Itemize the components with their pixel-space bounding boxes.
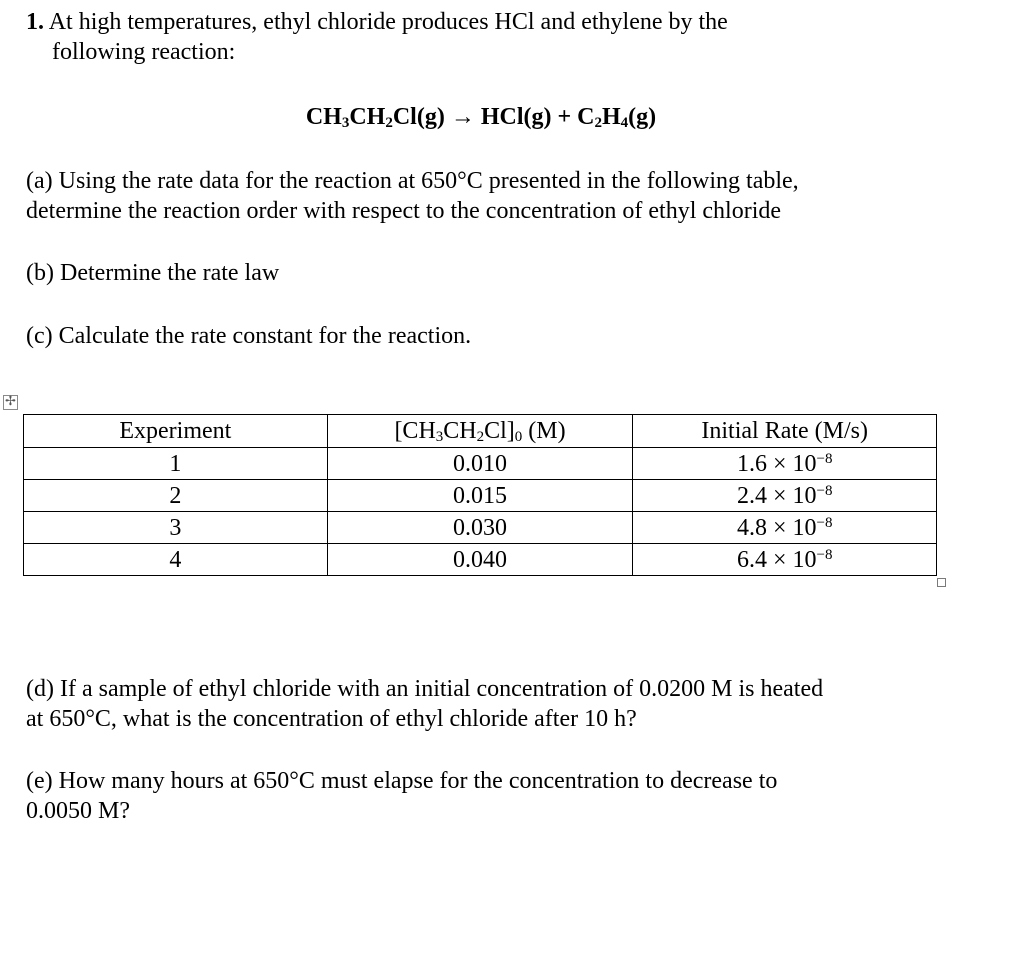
header-concentration [327, 415, 633, 448]
rate-exponent: −8 [816, 546, 833, 563]
question-intro-line2: following reaction: [52, 39, 236, 65]
cell-experiment: 4 [24, 544, 328, 576]
rate-mantissa: 4.8 × 10 [736, 514, 817, 541]
header-conc-text: [CH [394, 418, 436, 444]
cell-concentration: 0.015 [327, 480, 633, 512]
cell-rate [633, 448, 937, 480]
move-cross-icon: ✢ [5, 394, 16, 409]
rate-data-table [23, 414, 937, 576]
eq-plus: + [557, 104, 572, 130]
part-d [26, 674, 986, 734]
part-a-line2: determine the reaction order with respect to the concentration of ethyl chloride [26, 198, 782, 224]
eq-sub: 2 [385, 115, 393, 131]
header-conc-unit: (M) [522, 418, 566, 444]
part-d-line1: (d) If a sample of ethyl chloride with an initial concentration of 0.0200 M is heated [26, 676, 824, 702]
part-a-line1: (a) Using the rate data for the reaction at 650°C presented in the following table, [26, 168, 799, 194]
header-initial-rate: Initial Rate (M/s) [633, 415, 937, 448]
part-b: (b) Determine the rate law [26, 260, 280, 286]
part-e [26, 766, 986, 826]
question-intro [26, 7, 986, 67]
rate-mantissa: 1.6 × 10 [736, 450, 817, 477]
question-intro-line1: At high temperatures, ethyl chloride produces HCl and ethylene by the [48, 9, 728, 35]
eq-product-state: (g) [628, 104, 657, 130]
table-row [24, 512, 937, 544]
header-experiment: Experiment [24, 415, 328, 448]
eq-reactant-ch2: CH [349, 104, 386, 130]
eq-product-hcl: HCl(g) [480, 104, 552, 130]
cell-concentration: 0.040 [327, 544, 633, 576]
rate-mantissa: 6.4 × 10 [736, 546, 817, 573]
reaction-equation [0, 102, 962, 132]
eq-reactant-ch: CH [305, 104, 342, 130]
part-e-line2: 0.0050 M? [26, 798, 130, 824]
table-header-row [24, 415, 937, 448]
table-move-handle[interactable] [3, 395, 18, 410]
part-c: (c) Calculate the rate constant for the reaction. [26, 323, 472, 349]
cell-concentration: 0.010 [327, 448, 633, 480]
cell-experiment: 2 [24, 480, 328, 512]
part-a [26, 166, 986, 226]
header-conc-text: CH [443, 418, 477, 444]
header-conc-sub: 3 [435, 429, 444, 445]
reaction-arrow: → [450, 104, 475, 130]
cell-experiment: 1 [24, 448, 328, 480]
table-resize-handle[interactable] [937, 578, 946, 587]
table-row [24, 448, 937, 480]
cell-experiment: 3 [24, 512, 328, 544]
cell-rate [633, 544, 937, 576]
header-conc-sub: 0 [514, 429, 523, 445]
cell-concentration: 0.030 [327, 512, 633, 544]
table-row [24, 480, 937, 512]
rate-exponent: −8 [816, 450, 833, 467]
rate-exponent: −8 [816, 482, 833, 499]
rate-exponent: −8 [816, 514, 833, 531]
table-row [24, 544, 937, 576]
cell-rate [633, 512, 937, 544]
eq-product-c: C [577, 104, 595, 130]
header-conc-sub: 2 [476, 429, 485, 445]
question-number: 1. [26, 9, 44, 35]
rate-mantissa: 2.4 × 10 [736, 482, 817, 509]
part-e-line1: (e) How many hours at 650°C must elapse for the concentration to decrease to [26, 768, 778, 794]
eq-reactant-cl: Cl(g) [392, 104, 445, 130]
part-d-line2: at 650°C, what is the concentration of ethyl chloride after 10 h? [26, 706, 637, 732]
eq-sub: 2 [594, 115, 602, 131]
header-conc-text: Cl] [484, 418, 515, 444]
eq-sub: 3 [341, 115, 350, 131]
cell-rate [633, 480, 937, 512]
eq-sub: 4 [620, 115, 629, 131]
eq-product-h: H [602, 104, 621, 130]
